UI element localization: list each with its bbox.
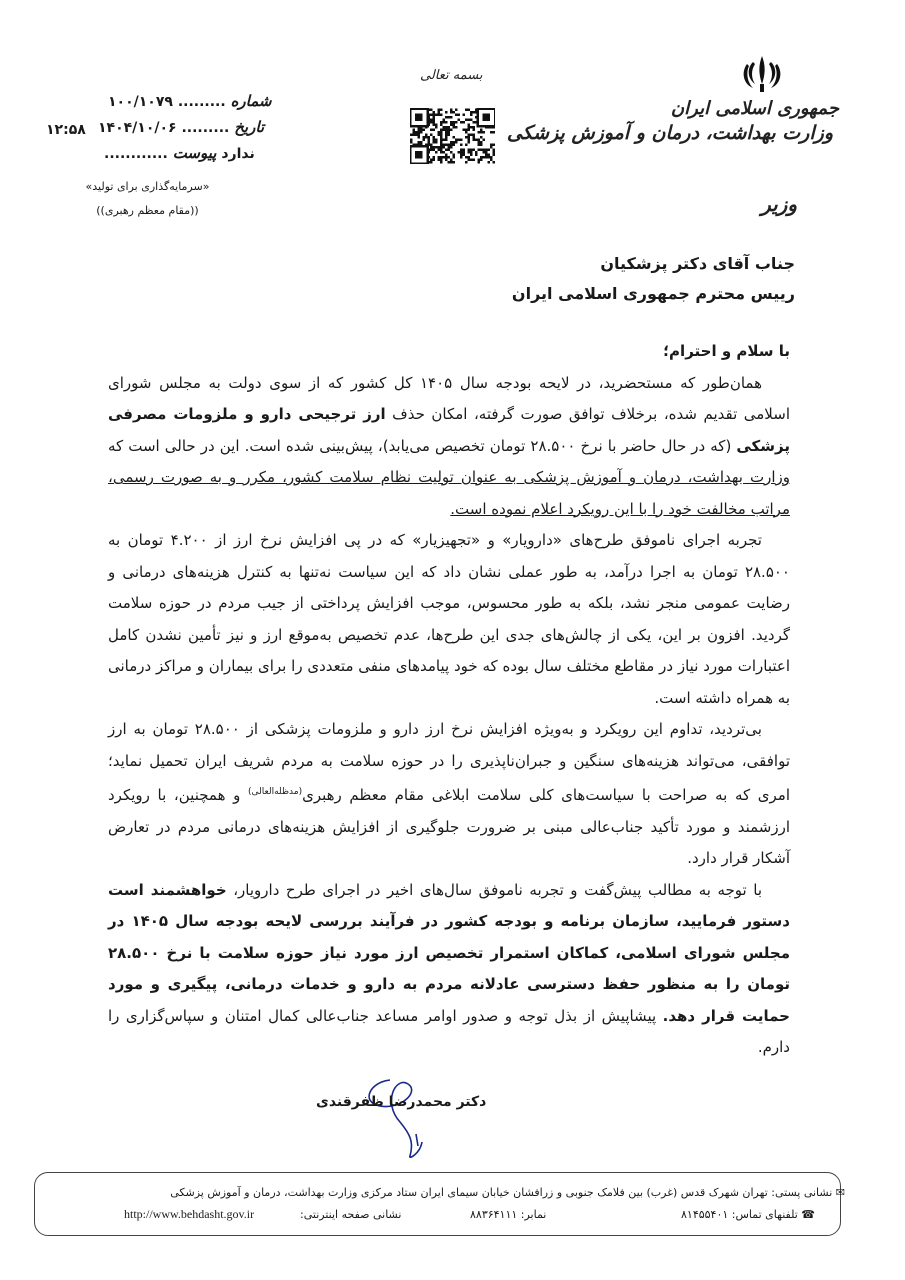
letter-number-value: ۱۰۰/۱۰۷۹ bbox=[108, 94, 173, 110]
attachment-label: پیوست bbox=[172, 144, 217, 162]
p3-text-a: بی‌تردید، تداوم این رویکرد و به‌ویژه افزایش نرخ ارز دارو و ملزومات پزشکی از ۲۸.۵۰۰ تومان به ارز توافقی، می‌تواند هزینه‌های سنگین و جبران‌ناپذیری را در حوزه سلامت به مردم شریف ایران تحمیل نماید؛ امری که به صراحت با سیاست‌های کلی سلامت ابلاغی مقام معظم رهبری bbox=[108, 720, 790, 804]
p4-text-a: با توجه به مطالب پیش‌گفت و تجربه ناموفق سال‌های اخیر در اجرای طرح دارویار، bbox=[226, 880, 763, 899]
mail-icon: ✉ bbox=[835, 1186, 845, 1199]
iran-emblem-icon bbox=[739, 54, 785, 94]
year-slogan: «سرمایه‌گذاری برای تولید» bbox=[85, 180, 210, 193]
postal-address bbox=[170, 1186, 845, 1199]
website-link[interactable]: http://www.behdasht.gov.ir bbox=[124, 1207, 255, 1221]
p4-bold: خواهشمند است دستور فرمایید، سازمان برنامه و بودجه کشور در فرآیند بررسی لایحه بودجه سال ۱۴۰۵ در مجلس شورای اسلامی، کماکان استمرار تخصیص ارز مورد نیاز حوزه سلامت با نرخ ۲۸.۵۰۰ تومان را به منظور حفظ دسترسی عادلانه مردم به دارو و خدمات درمانی، پیگیری و مورد حمایت قرار دهد. bbox=[108, 880, 790, 1025]
paragraph-4 bbox=[108, 875, 790, 1064]
attachment-value: ندارد bbox=[221, 146, 255, 162]
addressee-name: جناب آقای دکتر پزشکیان bbox=[600, 254, 795, 273]
phone-text: تلفنهای تماس: ۸۱۴۵۵۴۰۱ bbox=[681, 1208, 798, 1221]
postal-address-text: نشانی پستی: تهران شهرک قدس (غرب) بین فلامک جنوبی و زرافشان خیابان سیمای ایران ستاد مرکزی وزارت بهداشت، درمان و آموزش پزشکی bbox=[170, 1186, 833, 1199]
phone-icon: ☎ bbox=[801, 1208, 815, 1221]
position-title: وزیر bbox=[761, 192, 797, 216]
letter-body bbox=[108, 336, 790, 1064]
letter-date-value: ۱۴۰۴/۱۰/۰۶ bbox=[98, 120, 177, 136]
attachment-row: ............ ندارد پیوست bbox=[104, 144, 255, 162]
p1-underlined: وزارت بهداشت، درمان و آموزش پزشکی به عنوان تولیت نظام سلامت کشور، مکرر و به صورت رسمی، مراتب مخالفت خود را با این رویکرد اعلام نموده است. bbox=[108, 468, 790, 518]
handwritten-signature bbox=[330, 1072, 450, 1162]
p3-text-b: و همچنین، با رویکرد ارزشمند و مورد تأکید جناب‌عالی مبنی بر ضرورت جلوگیری از افزایش هزینه‌های درمانی مردم در تعارض آشکار قرار دارد. bbox=[108, 786, 790, 867]
letter-number-label: شماره bbox=[230, 92, 272, 110]
phone-numbers bbox=[681, 1208, 815, 1221]
p1-text-c: (که در حال حاضر با نرخ ۲۸.۵۰۰ تومان تخصیص می‌یابد)، پیش‌بینی شده است. این در حالی است که bbox=[108, 436, 737, 455]
qr-code-icon bbox=[410, 108, 495, 164]
p1-bold: ارز ترجیحی دارو و ملزومات مصرفی پزشکی bbox=[108, 405, 790, 455]
p3-honorific: (مدظله‌العالی) bbox=[247, 787, 303, 797]
p4-text-c: پیشاپیش از بذل توجه و صدور اوامر مساعد جناب‌عالی کمال امتنان و سپاس‌گزاری را دارم. bbox=[108, 1006, 790, 1056]
paragraph-1 bbox=[108, 368, 790, 526]
ministry-title: وزارت بهداشت، درمان و آموزش پزشکی bbox=[506, 122, 833, 144]
addressee-title: رییس محترم جمهوری اسلامی ایران bbox=[511, 284, 795, 303]
p1-text-a: همان‌طور که مستحضرید، در لایحه بودجه سال ۱۴۰۵ کل کشور که از سوی دولت به مجلس شورای اسلامی تقدیم شده، برخلاف توافق صورت گرفته، امکان حذف bbox=[108, 373, 790, 423]
greeting: با سلام و احترام؛ bbox=[663, 342, 790, 360]
letter-number-row: ۱۰۰/۱۰۷۹ ......... شماره bbox=[108, 92, 272, 110]
letter-time: ۱۲:۵۸ bbox=[46, 122, 86, 138]
paragraph-3 bbox=[108, 714, 790, 875]
country-title: جمهوری اسلامی ایران bbox=[670, 98, 839, 119]
letter-date-label: تاریخ bbox=[234, 118, 265, 136]
footer-box bbox=[34, 1172, 841, 1236]
slogan-source: ((مقام معظم رهبری)) bbox=[96, 204, 199, 217]
signer-name: دکتر محمدرضا ظفرقندی bbox=[316, 1094, 487, 1110]
website-label: نشانی صفحه اینترنتی: bbox=[300, 1208, 402, 1221]
letter-date-row: ۱۴۰۴/۱۰/۰۶ ......... تاریخ bbox=[98, 118, 265, 136]
fax-number: نمابر: ۸۸۳۶۴۱۱۱ bbox=[470, 1208, 547, 1221]
paragraph-2: تجربه اجرای ناموفق طرح‌های «دارویار» و «تجهیزیار» که در پی افزایش نرخ ارز از ۴.۲۰۰ تومان به ۲۸.۵۰۰ تومان به اجرا درآمد، به طور عملی نشان داد که این سیاست نه‌تنها به کنترل هزینه‌های درمانی و رضایت عمومی منجر نشد، بلکه به طور محسوس، موجب افزایش پرداختی از جیب مردم در حوزه سلامت گردید. افزون بر این، یکی از چالش‌های جدی این طرح‌ها، عدم تخصیص به‌موقع ارز و نیز تأمین نشدن کامل اعتبارات مورد نیاز در مقاطع مختلف سال بوده که خود پیامدهای منفی متعددی را برای بیماران و مراکز درمانی به همراه داشته است. bbox=[108, 531, 790, 707]
bismillah: بسمه تعالی bbox=[420, 68, 483, 83]
